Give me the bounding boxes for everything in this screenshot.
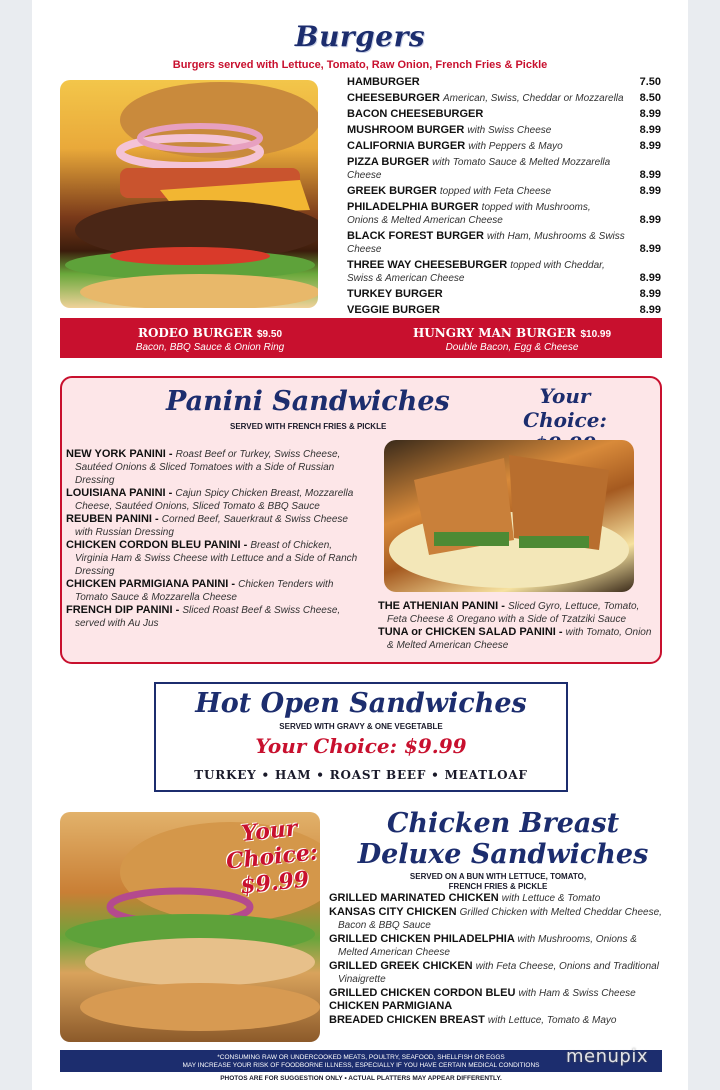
item-name: NEW YORK PANINI - <box>66 448 173 460</box>
menu-item <box>66 578 366 604</box>
burger-specials-bar <box>60 318 662 358</box>
special-name: RODEO BURGER <box>137 326 253 340</box>
item-price: 7.50 <box>639 76 661 88</box>
menu-item <box>347 288 661 301</box>
item-price: 8.99 <box>639 185 661 197</box>
item-name: THREE WAY CHEESEBURGER <box>347 259 508 271</box>
item-price: 8.99 <box>639 288 661 300</box>
item-name: KANSAS CITY CHICKEN <box>329 905 457 918</box>
chicken-title-line2: Deluxe Sandwiches <box>357 839 649 870</box>
item-name: REUBEN PANINI - <box>66 513 159 525</box>
item-desc: topped with Feta Cheese <box>439 186 552 197</box>
item-name: BLACK FOREST BURGER <box>347 230 484 242</box>
choice-label: Choice: <box>224 839 320 875</box>
item-name: THE ATHENIAN PANINI - <box>378 600 505 612</box>
item-name: TURKEY BURGER <box>347 288 443 300</box>
burger-list <box>347 76 661 320</box>
item-name: HAMBURGER <box>347 76 420 88</box>
special-name: HUNGRY MAN BURGER <box>412 326 576 340</box>
menu-item <box>66 604 366 630</box>
panini-left-list <box>66 448 366 630</box>
item-desc: with Tomato Sauce & Melted Mozzarella Cheese <box>347 157 611 181</box>
item-name: GRILLED CHICKEN CORDON BLEU <box>329 986 516 999</box>
choice-label: Your <box>240 815 299 848</box>
menu-item <box>347 201 661 227</box>
item-desc: Chicken Tenders with Tomato Sauce & Mozzarella Cheese <box>75 579 334 603</box>
item-name: GRILLED CHICKEN PHILADELPHIA <box>329 932 515 945</box>
item-desc: Grilled Chicken with Melted Cheddar Cheese, Bacon & BBQ Sauce <box>338 906 662 931</box>
hot-open-price: Your Choice: $9.99 <box>255 734 467 758</box>
menu-item <box>347 92 661 105</box>
panini-title: Panini Sandwiches <box>166 386 450 417</box>
item-price: 8.99 <box>639 169 661 181</box>
menu-item <box>329 987 669 1001</box>
chicken-list <box>329 892 669 1027</box>
burger-illustration <box>60 80 318 308</box>
burgers-title: Burgers <box>294 20 426 53</box>
burger-photo <box>60 80 318 308</box>
item-name: BREADED CHICKEN BREAST <box>329 1013 485 1026</box>
photo-disclaimer: PHOTOS ARE FOR SUGGESTION ONLY • ACTUAL PLATTERS MAY APPEAR DIFFERENTLY. <box>220 1075 502 1082</box>
item-price: 8.50 <box>639 92 661 104</box>
menu-item <box>329 1014 669 1028</box>
panini-photo <box>384 440 634 592</box>
special-price: $9.50 <box>256 329 283 340</box>
panini-subtitle: SERVED WITH FRENCH FRIES & PICKLE <box>230 422 387 431</box>
item-name: GRILLED GREEK CHICKEN <box>329 959 473 972</box>
menu-item <box>347 124 661 137</box>
item-desc: Breast of Chicken, Virginia Ham & Swiss Cheese with Lettuce and a Side of Ranch Dressing <box>75 540 358 577</box>
chicken-price-badge <box>218 813 326 901</box>
special-desc: Bacon, BBQ Sauce & Onion Ring <box>135 342 285 353</box>
watermark: menupix <box>566 1046 649 1067</box>
item-desc: with Tomato, Onion & Melted American Cheese <box>387 627 652 651</box>
menu-item <box>347 230 661 256</box>
menu-item <box>329 960 669 987</box>
chicken-title <box>338 808 668 870</box>
item-desc: with Ham & Swiss Cheese <box>518 987 636 999</box>
menu-item <box>347 140 661 153</box>
warning-line1: *CONSUMING RAW OR UNDERCOOKED MEATS, POULTRY, SEAFOOD, SHELLFISH OR EGGS <box>217 1054 505 1061</box>
menu-item <box>329 906 669 933</box>
menu-item <box>347 185 661 198</box>
special-price: $10.99 <box>580 329 612 340</box>
chicken-subtitle <box>348 872 648 892</box>
menu-page <box>32 0 688 1090</box>
item-name: FRENCH DIP PANINI - <box>66 604 180 616</box>
item-name: CHEESEBURGER <box>347 92 440 104</box>
item-name: GRILLED MARINATED CHICKEN <box>329 892 499 904</box>
menu-item <box>66 487 366 513</box>
item-name: VEGGIE BURGER <box>347 304 440 316</box>
choice-label: Your Choice: <box>523 384 607 432</box>
hot-open-title: Hot Open Sandwiches <box>195 688 527 719</box>
item-desc: American, Swiss, Cheddar or Mozzarella <box>442 93 624 104</box>
choice-price: $9.99 <box>239 866 311 900</box>
item-name: PHILADELPHIA BURGER <box>347 201 479 213</box>
chicken-title-line1: Chicken Breast <box>386 808 620 839</box>
menu-item <box>378 600 658 626</box>
menu-item <box>347 304 661 317</box>
item-price: 8.99 <box>639 304 661 316</box>
menu-item <box>347 76 661 89</box>
item-name: PIZZA BURGER <box>347 156 430 168</box>
item-name: CALIFORNIA BURGER <box>347 140 466 152</box>
hot-open-section <box>154 682 568 792</box>
special-hungry-man-burger <box>362 324 662 353</box>
menu-item <box>378 626 658 652</box>
item-name: GREEK BURGER <box>347 185 437 197</box>
item-desc: with Swiss Cheese <box>467 125 552 136</box>
menu-item <box>66 539 366 578</box>
chicken-subtitle-line2: FRENCH FRIES & PICKLE <box>448 882 548 891</box>
hot-open-subtitle: SERVED WITH GRAVY & ONE VEGETABLE <box>279 722 443 731</box>
item-price: 8.99 <box>639 140 661 152</box>
panini-right-list <box>378 600 658 652</box>
menu-item <box>329 892 669 906</box>
item-desc: topped with Cheddar, Swiss & American Cheese <box>347 260 605 284</box>
item-desc: topped with Mushrooms, Onions & Melted American Cheese <box>347 202 591 226</box>
item-price: 8.99 <box>639 272 661 284</box>
menu-item <box>66 448 366 487</box>
item-price: 8.99 <box>639 108 661 120</box>
item-name: CHICKEN CORDON BLEU PANINI - <box>66 539 248 551</box>
item-desc: with Ham, Mushrooms & Swiss Cheese <box>347 231 625 255</box>
item-name: CHICKEN PARMIGIANA <box>329 1000 453 1012</box>
item-desc: with Peppers & Mayo <box>468 141 563 152</box>
item-desc: with Lettuce & Tomato <box>501 893 601 904</box>
panini-section <box>60 376 662 664</box>
item-name: BACON CHEESEBURGER <box>347 108 484 120</box>
item-name: MUSHROOM BURGER <box>347 124 465 136</box>
hot-open-items: TURKEY • HAM • ROAST BEEF • MEATLOAF <box>194 768 528 782</box>
menu-item <box>329 933 669 960</box>
item-desc: with Lettuce, Tomato & Mayo <box>487 1014 617 1026</box>
item-desc: with Feta Cheese, Onions and Traditional Vinaigrette <box>338 960 659 985</box>
item-price: 8.99 <box>639 124 661 136</box>
menu-item <box>347 259 661 285</box>
burgers-subtitle: Burgers served with Lettuce, Tomato, Raw Onion, French Fries & Pickle <box>172 59 548 71</box>
item-name: TUNA or CHICKEN SALAD PANINI - <box>378 626 563 638</box>
item-desc: Roast Beef or Turkey, Swiss Cheese, Sautéed Onions & Sliced Tomatoes with a Side of Russian Dressing <box>75 449 341 486</box>
panini-illustration <box>384 440 634 592</box>
warning-line2: MAY INCREASE YOUR RISK OF FOODBORNE ILLNESS, ESPECIALLY IF YOU HAVE CERTAIN MEDICAL CONDITIONS <box>182 1062 540 1069</box>
item-desc: with Mushrooms, Onions & Melted American Cheese <box>338 933 637 958</box>
menu-item <box>66 513 366 539</box>
chicken-subtitle-line1: SERVED ON A BUN WITH LETTUCE, TOMATO, <box>409 872 587 881</box>
item-price: 8.99 <box>639 243 661 255</box>
menu-item <box>347 108 661 121</box>
special-desc: Double Bacon, Egg & Cheese <box>445 342 579 353</box>
item-desc: Sliced Roast Beef & Swiss Cheese, served with Au Jus <box>75 605 341 629</box>
special-rodeo-burger <box>60 324 360 353</box>
item-desc: Cajun Spicy Chicken Breast, Mozzarella Cheese, Sautéed Onions, Sliced Tomato & BBQ Sauce <box>75 488 354 512</box>
item-desc: Corned Beef, Sauerkraut & Swiss Cheese with Russian Dressing <box>75 514 348 538</box>
item-price: 8.99 <box>639 214 661 226</box>
menu-item <box>347 156 661 182</box>
menu-item <box>329 1000 669 1014</box>
item-name: CHICKEN PARMIGIANA PANINI - <box>66 578 236 590</box>
item-name: LOUISIANA PANINI - <box>66 487 173 499</box>
item-desc: Sliced Gyro, Lettuce, Tomato, Feta Cheese & Oregano with a Side of Tzatziki Sauce <box>387 601 640 625</box>
